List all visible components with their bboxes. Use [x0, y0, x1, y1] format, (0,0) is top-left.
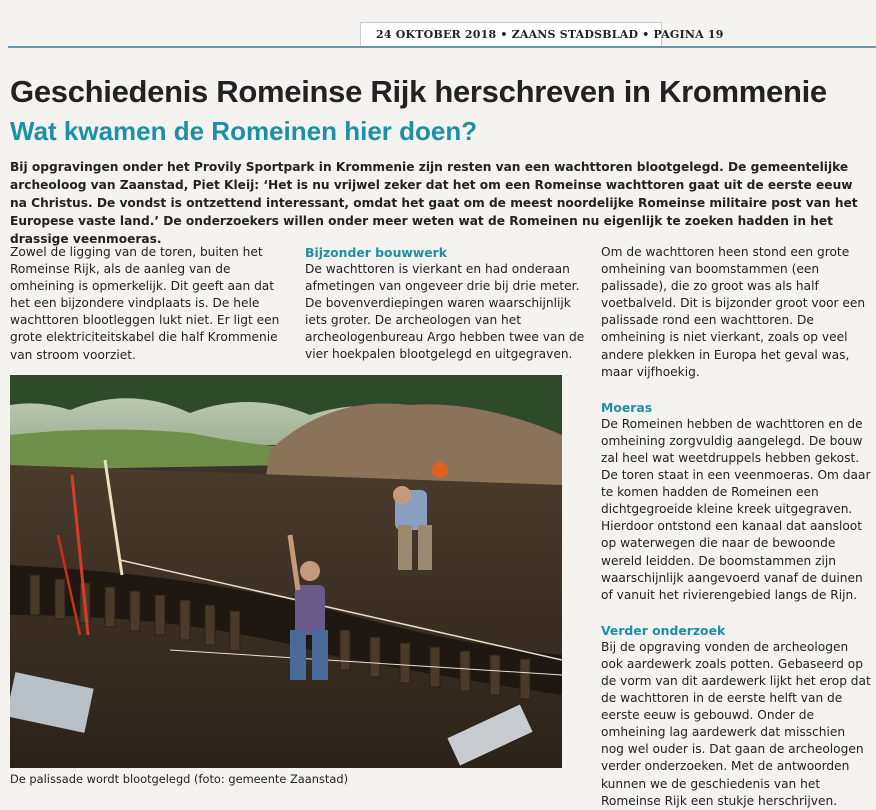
date-line: 24 OKTOBER 2018 • ZAANS STADSBLAD • PAGINA 19	[376, 28, 724, 41]
excavation-illustration	[10, 375, 562, 768]
headline: Geschiedenis Romeinse Rijk herschreven in Krommenie	[10, 74, 827, 109]
column-1	[10, 244, 295, 364]
masthead	[0, 0, 876, 48]
photo-caption: De palissade wordt blootgelegd (foto: gemeente Zaanstad)	[10, 772, 349, 786]
section-text-verder-onderzoek: Bij de opgraving vonden de archeologen ook aardewerk zoals potten. Gebaseerd op de vorm van dit aardewerk lijkt het erop dat de wachttoren in de eerste helft van de eerste eeuw is gebouwd. Onder de omheining lag aardewerk dat misschien nog wel ouder is. Dat gaan de archeologen verder onderzoeken. Met de antwoorden kunnen we de geschiedenis van het Romeinse Rijk een stukje herschrijven.	[601, 639, 871, 808]
masthead-rule	[8, 46, 876, 48]
column-2	[305, 244, 590, 364]
excavation-photo	[10, 375, 562, 768]
column-1-paragraph: Zowel de ligging van de toren, buiten het Romeinse Rijk, als de aanleg van de omheining is opmerkelijk. Dit geeft aan dat het een bijzondere vindplaats is. De hele wachttoren blootleggen lukt niet. Er ligt een grote elektriciteitskabel die half Krommenie van stroom voorziet.	[10, 245, 280, 362]
section-text-moeras: De Romeinen hebben de wachttoren en de omheining zorgvuldig aangelegd. De bouw zal heel wat weetdruppels hebben gekost. De toren staat in een veenmoeras. Om daar te komen hadden de Romeinen een dichtgegroeide kleine kreek uitgegraven. Hierdoor ontstond een kanaal dat aansloot op waterwegen die naar de bewoonde wereld leidden. De boomstammen zijn waarschijnlijk aangevoerd vanaf de duinen of vanuit het rivierengebied langs de Rijn.	[601, 416, 871, 602]
section-title-verder-onderzoek: Verder onderzoek	[601, 622, 726, 638]
column-3	[601, 244, 871, 810]
intro-paragraph: Bij opgravingen onder het Provily Sportpark in Krommenie zijn resten van een wachttoren blootgelegd. De gemeentelijke archeoloog van Zaanstad, Piet Kleij: ‘Het is nu vrijwel zeker dat het om een Romeinse wachttoren gaat uit de eerste eeuw na Christus. De vondst is ontzettend interessant, omdat het gaat om de meest noordelijke Romeinse militaire post van het Europese vaste land.’ De onderzoekers willen onder meer weten wat de Romeinen nu eigenlijk te zoeken hadden in het drassige veenmoeras.	[10, 160, 858, 246]
column-3-paragraph: Om de wachttoren heen stond een grote omheining van boomstammen (een palissade), die zo groot was als half voetbalveld. Dit is bijzonder groot voor een palissade rond een wachttoren. De omheining is niet vierkant, zoals op veel andere plekken in Europa het geval was, maar vijfhoekig.	[601, 245, 866, 379]
section-title-moeras: Moeras	[601, 399, 653, 415]
section-title-bijzonder-bouwwerk: Bijzonder bouwwerk	[305, 245, 448, 260]
subheadline: Wat kwamen de Romeinen hier doen?	[10, 116, 478, 146]
section-text-bijzonder-bouwwerk: De wachttoren is vierkant en had onderaan afmetingen van ongeveer drie bij drie meter. De bovenverdiepingen waren waarschijnlijk iets groter. De archeologen van het archeologenbureau Argo hebben twee van de vier hoekpalen blootgelegd en uitgegraven.	[305, 262, 585, 362]
orange-bucket	[432, 462, 448, 478]
